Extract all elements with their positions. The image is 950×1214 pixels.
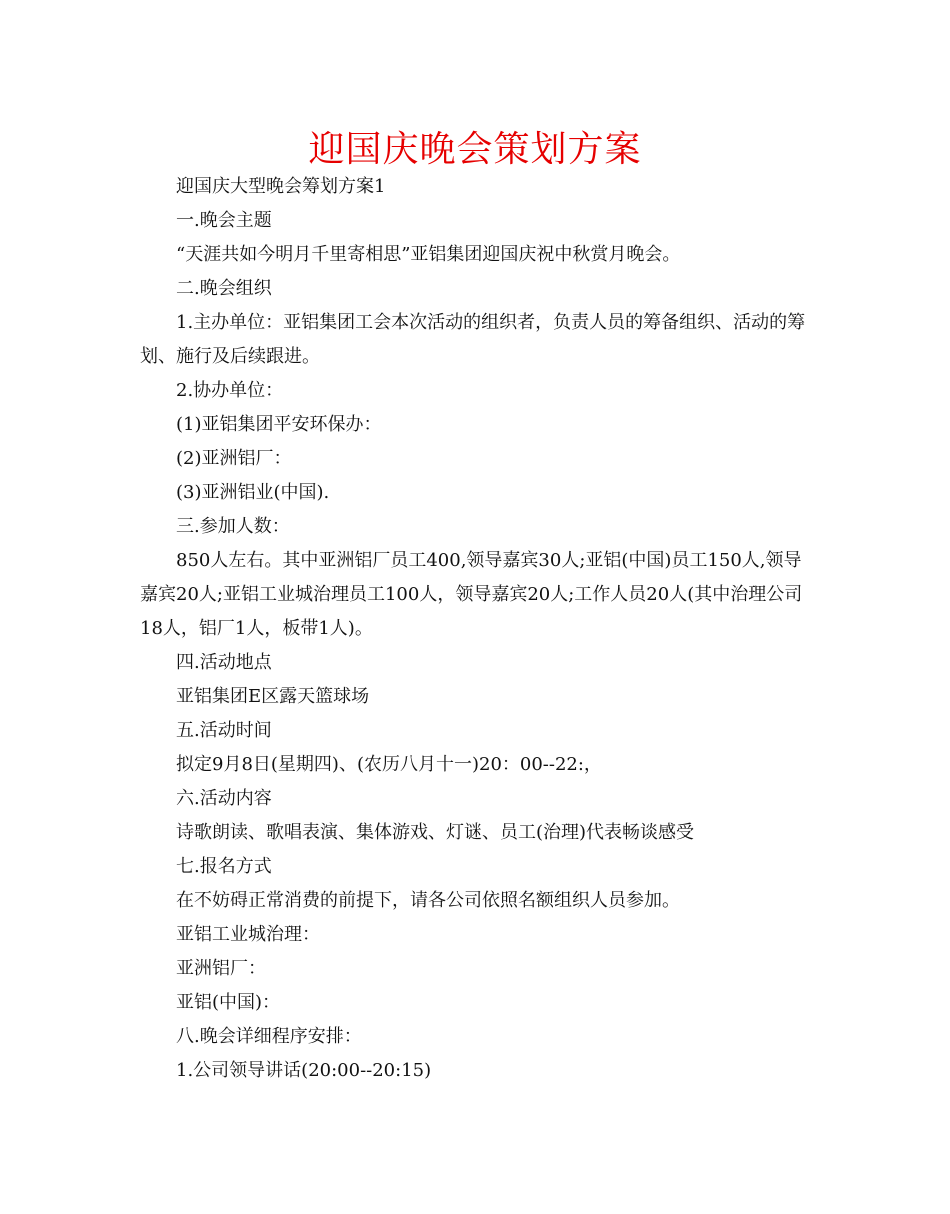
heading-attendance: 三.参加人数：: [176, 516, 290, 537]
paragraph-plan-subtitle: 迎国庆大型晚会筹划方案1: [176, 176, 386, 197]
list-item-co-organizer-2: (2)亚洲铝厂：: [176, 448, 292, 469]
list-item-co-organizer-1: (1)亚铝集团平安环保办：: [176, 414, 382, 435]
paragraph-program-item-1: 1.公司领导讲话(20:00--20:15): [176, 1060, 432, 1081]
heading-registration: 七.报名方式: [176, 856, 272, 877]
paragraph-registration: 在不妨碍正常消费的前提下，请各公司依照名额组织人员参加。: [176, 890, 680, 911]
paragraph-time: 拟定9月8日(星期四)、(农历八月十一)20：00--22:，: [176, 754, 602, 775]
paragraph-aluminum-plant: 亚洲铝厂：: [176, 958, 266, 979]
list-item-co-organizer-3: (3)亚洲铝业(中国).: [176, 482, 330, 503]
heading-time: 五.活动时间: [176, 720, 272, 741]
heading-theme: 一.晚会主题: [176, 210, 272, 231]
paragraph-yalv-china: 亚铝(中国)：: [176, 992, 281, 1013]
paragraph-theme: “天涯共如今明月千里寄相思”亚铝集团迎国庆祝中秋赏月晚会。: [176, 244, 681, 265]
heading-venue: 四.活动地点: [176, 652, 272, 673]
paragraph-content: 诗歌朗读、歌唱表演、集体游戏、灯谜、员工(治理)代表畅谈感受: [176, 822, 695, 843]
heading-organization: 二.晚会组织: [176, 278, 272, 299]
paragraph-attendance: 850人左右。其中亚洲铝厂员工400,领导嘉宾30人;亚铝(中国)员工150人,领导嘉宾20人;亚铝工业城治理员工100人，领导嘉宾20人;工作人员20人(其中治理公司18人，铝厂1人，板带1人)。: [140, 550, 803, 639]
document-title: 迎国庆晚会策划方案: [308, 129, 642, 170]
document-body: [140, 170, 816, 1088]
paragraph-host-unit: 1.主办单位：亚铝集团工会本次活动的组织者，负责人员的筹备组织、活动的筹划、施行及后续跟进。: [140, 312, 806, 367]
heading-content: 六.活动内容: [176, 788, 272, 809]
paragraph-industrial-city: 亚铝工业城治理：: [176, 924, 320, 945]
paragraph-co-organizers: 2.协办单位：: [176, 380, 284, 401]
paragraph-venue: 亚铝集团E区露天篮球场: [176, 686, 370, 707]
heading-program: 八.晚会详细程序安排：: [176, 1026, 362, 1047]
